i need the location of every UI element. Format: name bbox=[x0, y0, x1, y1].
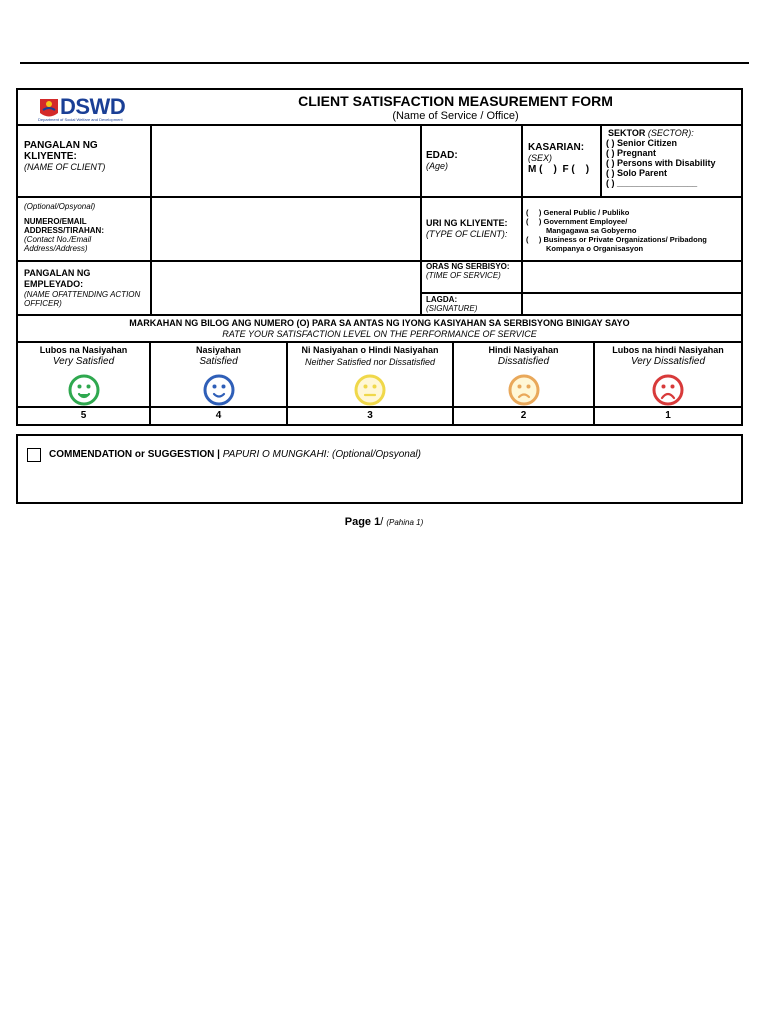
rating-tagalog-label: Lubos na Nasiyahan bbox=[39, 345, 128, 355]
sex-options[interactable]: M ( ) F ( ) bbox=[528, 164, 590, 175]
optional-label: (Optional/Opsyonal) bbox=[24, 202, 96, 211]
signature-sub: (SIGNATURE) bbox=[426, 304, 478, 313]
rating-number[interactable]: 5 bbox=[80, 410, 87, 421]
rating-option[interactable] bbox=[454, 345, 593, 406]
form-subtitle: (Name of Service / Office) bbox=[392, 110, 519, 122]
client-name-field[interactable] bbox=[152, 126, 420, 196]
sector-cell bbox=[606, 128, 741, 188]
sex-label: KASARIAN: bbox=[528, 142, 585, 153]
rating-number[interactable]: 4 bbox=[215, 410, 222, 421]
commendation-box[interactable] bbox=[16, 434, 743, 504]
sector-option[interactable]: ( ) ________________ bbox=[606, 178, 698, 188]
form-title-block bbox=[168, 93, 743, 122]
contact-label: NUMERO/EMAIL ADDRESS/TIRAHAN: bbox=[24, 217, 104, 235]
client-name-sub: (NAME OF CLIENT) bbox=[24, 162, 106, 172]
rating-number[interactable]: 2 bbox=[520, 410, 527, 421]
smiley-face-icon bbox=[652, 374, 684, 406]
smiley-face-icon bbox=[68, 374, 100, 406]
signature-field[interactable] bbox=[523, 294, 741, 314]
age-label: EDAD: bbox=[426, 150, 458, 161]
time-label-cell bbox=[426, 262, 520, 280]
smiley-face-icon bbox=[508, 374, 540, 406]
rating-tagalog-label: Nasiyahan bbox=[195, 345, 242, 355]
age-label-cell bbox=[426, 150, 516, 171]
sector-option[interactable]: ( ) Persons with Disability bbox=[606, 158, 716, 168]
client-name-label-cell bbox=[24, 140, 144, 172]
smiley-face-icon bbox=[354, 374, 386, 406]
client-type-label-cell bbox=[426, 218, 520, 239]
time-sub: (TIME OF SERVICE) bbox=[426, 271, 501, 280]
page-slash: / bbox=[380, 516, 384, 528]
client-name-label: PANGALAN NG KLIYENTE: bbox=[24, 140, 98, 162]
employee-label: PANGALAN NG EMPLEYADO: bbox=[24, 268, 91, 289]
signature-label: LAGDA: bbox=[426, 295, 458, 304]
page-number: Page 1 bbox=[344, 516, 381, 528]
page-footer bbox=[0, 516, 768, 528]
client-type-option[interactable]: ( ) Government Employee/ bbox=[526, 217, 628, 226]
commendation-line bbox=[49, 449, 421, 460]
rating-tagalog-label: Lubos na hindi Nasiyahan bbox=[612, 345, 724, 355]
rating-number[interactable]: 3 bbox=[367, 410, 373, 421]
rating-number[interactable]: 1 bbox=[665, 410, 671, 421]
rating-option[interactable] bbox=[18, 345, 149, 406]
client-type-option[interactable]: ( ) Business or Private Organizations/ Pribadong bbox=[526, 235, 707, 244]
contact-field[interactable] bbox=[152, 198, 420, 260]
instruction-sub: RATE YOUR SATISFACTION LEVEL ON THE PERFORMANCE OF SERVICE bbox=[222, 329, 537, 339]
rating-tagalog-label: Hindi Nasiyahan bbox=[488, 345, 559, 355]
sector-options bbox=[606, 138, 741, 188]
commendation-label: COMMENDATION or SUGGESTION | bbox=[49, 449, 220, 460]
rating-english-label: Very Satisfied bbox=[52, 356, 115, 367]
employee-sub: (NAME OFATTENDING ACTION OFFICER) bbox=[24, 290, 141, 308]
rating-option[interactable] bbox=[151, 345, 286, 406]
contact-label-cell bbox=[24, 202, 148, 253]
client-type-option: Mangagawa sa Gobyerno bbox=[546, 226, 637, 235]
instruction-main: MARKAHAN NG BILOG ANG NUMERO (O) PARA SA ANTAS NG IYONG KASIYAHAN SA SERBISYONG BINIGAY SAYO bbox=[129, 318, 630, 328]
age-sub: (Age) bbox=[426, 161, 449, 171]
sector-option[interactable]: ( ) Senior Citizen bbox=[606, 138, 678, 148]
employee-label-cell bbox=[24, 268, 148, 308]
logo-text: DSWD bbox=[60, 94, 126, 119]
employee-field[interactable] bbox=[152, 262, 420, 314]
rating-english-label: Neither Satisfied nor Dissatisfied bbox=[304, 357, 436, 367]
client-type-option: Kompanya o Organisasyon bbox=[546, 244, 644, 253]
rating-english-label: Dissatisfied bbox=[497, 356, 550, 367]
rating-english-label: Very Dissatisfied bbox=[630, 356, 706, 367]
rating-tagalog-label: Ni Nasiyahan o Hindi Nasiyahan bbox=[301, 345, 439, 355]
sector-label: SEKTOR bbox=[608, 128, 646, 138]
contact-sub: (Contact No./Email Address/Address) bbox=[24, 235, 92, 253]
commendation-tl: PAPURI O MUNGKAHI: bbox=[222, 449, 330, 460]
client-type-options bbox=[526, 208, 741, 253]
form-title: CLIENT SATISFACTION MEASUREMENT FORM bbox=[298, 93, 613, 109]
pahina-label: (Pahina 1) bbox=[386, 518, 424, 527]
sex-sub: (SEX) bbox=[528, 153, 553, 163]
sector-option[interactable]: ( ) Solo Parent bbox=[606, 168, 668, 178]
sector-sub: (SECTOR): bbox=[647, 128, 694, 138]
client-type-label: URI NG KLIYENTE: bbox=[426, 218, 508, 228]
time-field[interactable] bbox=[523, 262, 741, 292]
dswd-logo bbox=[38, 93, 134, 125]
signature-label-cell bbox=[426, 295, 520, 313]
client-type-sub: (TYPE OF CLIENT): bbox=[426, 229, 508, 239]
rating-english-label: Satisfied bbox=[199, 356, 238, 367]
sector-option[interactable]: ( ) Pregnant bbox=[606, 148, 657, 158]
rating-option[interactable] bbox=[595, 345, 741, 406]
commendation-checkbox[interactable] bbox=[27, 448, 41, 462]
csm-form bbox=[16, 88, 743, 426]
rating-option[interactable] bbox=[288, 345, 452, 406]
commendation-optional: (Optional/Opsyonal) bbox=[332, 449, 421, 460]
client-type-option[interactable]: ( ) General Public / Publiko bbox=[526, 208, 630, 217]
logo-subtext: Department of Social Welfare and Development bbox=[38, 117, 123, 122]
sex-cell bbox=[528, 142, 600, 175]
smiley-face-icon bbox=[203, 374, 235, 406]
instruction-block bbox=[18, 318, 741, 339]
top-rule bbox=[20, 62, 749, 64]
time-label: ORAS NG SERBISYO: bbox=[426, 262, 510, 271]
